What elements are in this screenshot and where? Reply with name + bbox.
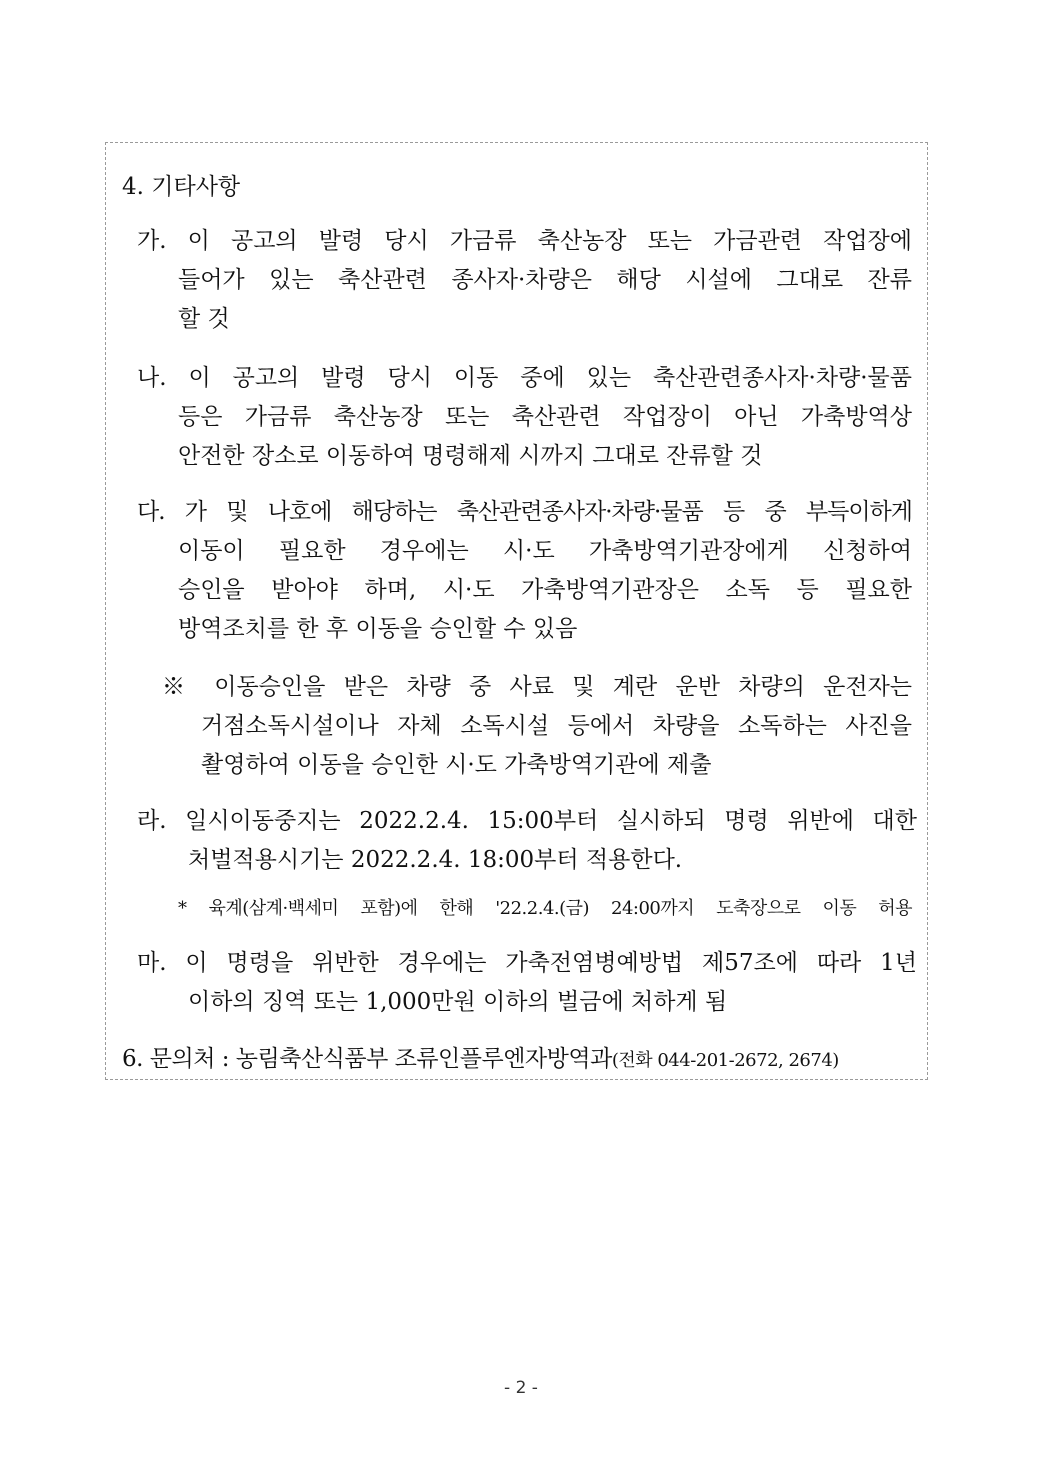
item-da-line-2: 이동이 필요한 경우에는 시·도 가축방역기관장에게 신청하여 — [178, 538, 912, 564]
contact-label: 6. 문의처 : 농림축산식품부 조류인플루엔자방역과 — [122, 1046, 612, 1072]
item-da-line-3: 승인을 받아야 하며, 시·도 가축방역기관장은 소독 등 필요한 — [178, 577, 912, 603]
footnote: * 육계(삼계·백세미 포함)에 한해 '22.2.4.(금) 24:00까지 도축장으로 이동 허용 — [178, 898, 912, 919]
item-na-line-3: 안전한 장소로 이동하여 명령해제 시까지 그대로 잔류할 것 — [178, 443, 763, 469]
contact-phone: (전화 044-201-2672, 2674) — [611, 1050, 839, 1071]
section-heading: 4. 기타사항 — [122, 174, 241, 200]
item-ra-line-1: 라. 일시이동중지는 2022.2.4. 15:00부터 실시하되 명령 위반에 대한 — [137, 808, 917, 834]
item-ma-line-1: 마. 이 명령을 위반한 경우에는 가축전염병예방법 제57조에 따라 1년 — [137, 950, 917, 976]
item-na-line-2: 등은 가금류 축산농장 또는 축산관련 작업장이 아닌 가축방역상 — [178, 404, 912, 430]
item-na-line-1: 나. 이 공고의 발령 당시 이동 중에 있는 축산관련종사자·차량·물품 — [137, 365, 912, 391]
item-ra-line-2: 처벌적용시기는 2022.2.4. 18:00부터 적용한다. — [188, 847, 683, 873]
item-ga-line-2: 들어가 있는 축산관련 종사자·차량은 해당 시설에 그대로 잔류 — [178, 267, 912, 293]
item-ga-line-1: 가. 이 공고의 발령 당시 가금류 축산농장 또는 가금관련 작업장에 — [137, 228, 912, 254]
item-da-line-1: 다. 가 및 나호에 해당하는 축산관련종사자·차량·물품 등 중 부득이하게 — [137, 499, 912, 525]
contact-line — [122, 1044, 839, 1074]
note-line-3: 촬영하여 이동을 승인한 시·도 가축방역기관에 제출 — [201, 752, 712, 778]
note-line-1: ※ 이동승인을 받은 차량 중 사료 및 계란 운반 차량의 운전자는 — [162, 674, 912, 700]
item-ga-line-3: 할 것 — [178, 306, 230, 332]
item-ma-line-2: 이하의 징역 또는 1,000만원 이하의 벌금에 처하게 됨 — [188, 989, 728, 1015]
page-number: - 2 - — [504, 1378, 538, 1398]
note-line-2: 거점소독시설이나 자체 소독시설 등에서 차량을 소독하는 사진을 — [201, 713, 912, 739]
item-da-line-4: 방역조치를 한 후 이동을 승인할 수 있음 — [178, 616, 578, 642]
